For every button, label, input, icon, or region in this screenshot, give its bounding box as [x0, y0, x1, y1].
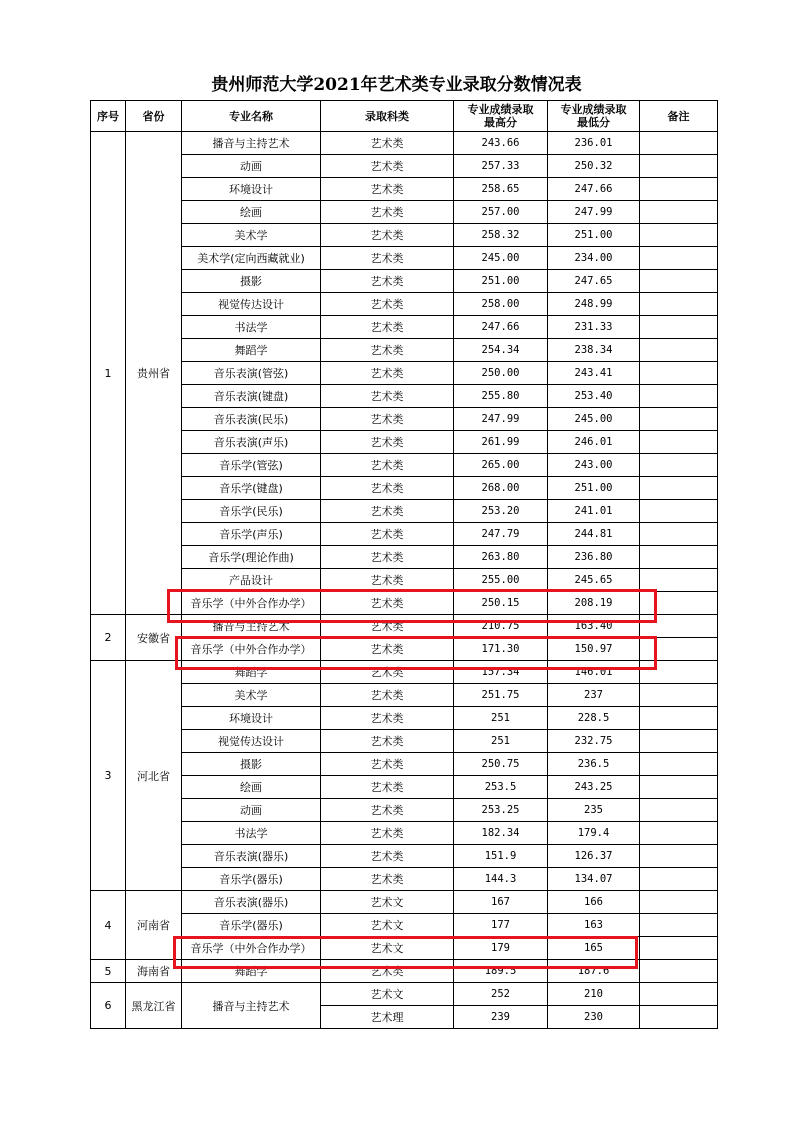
max-score-cell: 253.20	[454, 500, 548, 523]
province-cell: 贵州省	[126, 132, 182, 615]
major-cell: 播音与主持艺术	[182, 615, 321, 638]
max-score-cell: 250.15	[454, 592, 548, 615]
subject-cell: 艺术类	[321, 132, 454, 155]
header-note: 备注	[640, 101, 718, 132]
min-score-cell: 210	[548, 983, 640, 1006]
page-title: 贵州师范大学2021年艺术类专业录取分数情况表	[211, 75, 582, 95]
min-score-cell: 146.01	[548, 661, 640, 684]
header-major: 专业名称	[182, 101, 321, 132]
province-cell: 河南省	[126, 891, 182, 960]
major-cell: 视觉传达设计	[182, 730, 321, 753]
major-cell: 音乐学（中外合作办学）	[182, 592, 321, 615]
seq-cell: 2	[91, 615, 126, 661]
major-cell: 音乐表演(键盘)	[182, 385, 321, 408]
subject-cell: 艺术类	[321, 408, 454, 431]
subject-cell: 艺术文	[321, 891, 454, 914]
min-score-cell: 235	[548, 799, 640, 822]
seq-cell: 3	[91, 661, 126, 891]
table-row	[91, 454, 718, 477]
min-score-cell: 246.01	[548, 431, 640, 454]
subject-cell: 艺术类	[321, 523, 454, 546]
table-row	[91, 661, 718, 684]
min-score-cell: 165	[548, 937, 640, 960]
subject-cell: 艺术类	[321, 362, 454, 385]
min-score-cell: 179.4	[548, 822, 640, 845]
table-row	[91, 224, 718, 247]
table-row	[91, 477, 718, 500]
subject-cell: 艺术类	[321, 776, 454, 799]
major-cell: 摄影	[182, 753, 321, 776]
major-cell: 环境设计	[182, 178, 321, 201]
table-row	[91, 960, 718, 983]
major-cell: 美术学	[182, 684, 321, 707]
max-score-cell: 179	[454, 937, 548, 960]
subject-cell: 艺术类	[321, 385, 454, 408]
major-cell: 舞蹈学	[182, 339, 321, 362]
note-cell	[640, 454, 718, 477]
subject-cell: 艺术文	[321, 914, 454, 937]
major-cell: 播音与主持艺术	[182, 983, 321, 1029]
table-row	[91, 684, 718, 707]
header-min-line2: 最低分	[577, 116, 610, 129]
subject-cell: 艺术类	[321, 201, 454, 224]
note-cell	[640, 983, 718, 1006]
max-score-cell: 258.32	[454, 224, 548, 247]
subject-cell: 艺术文	[321, 937, 454, 960]
major-cell: 音乐表演(管弦)	[182, 362, 321, 385]
major-cell: 美术学(定向西藏就业)	[182, 247, 321, 270]
max-score-cell: 258.65	[454, 178, 548, 201]
table-row	[91, 891, 718, 914]
min-score-cell: 236.5	[548, 753, 640, 776]
note-cell	[640, 592, 718, 615]
note-cell	[640, 500, 718, 523]
note-cell	[640, 431, 718, 454]
major-cell: 美术学	[182, 224, 321, 247]
min-score-cell: 245.65	[548, 569, 640, 592]
note-cell	[640, 638, 718, 661]
header-min-score	[548, 101, 640, 132]
min-score-cell: 248.99	[548, 293, 640, 316]
max-score-cell: 257.00	[454, 201, 548, 224]
max-score-cell: 255.80	[454, 385, 548, 408]
min-score-cell: 150.97	[548, 638, 640, 661]
min-score-cell: 230	[548, 1006, 640, 1029]
min-score-cell: 126.37	[548, 845, 640, 868]
note-cell	[640, 155, 718, 178]
note-cell	[640, 730, 718, 753]
min-score-cell: 245.00	[548, 408, 640, 431]
max-score-cell: 250.00	[454, 362, 548, 385]
note-cell	[640, 569, 718, 592]
subject-cell: 艺术类	[321, 638, 454, 661]
subject-cell: 艺术类	[321, 592, 454, 615]
major-cell: 音乐学（中外合作办学）	[182, 937, 321, 960]
max-score-cell: 157.34	[454, 661, 548, 684]
max-score-cell: 265.00	[454, 454, 548, 477]
table-header-row	[91, 101, 718, 132]
note-cell	[640, 753, 718, 776]
header-province: 省份	[126, 101, 182, 132]
major-cell: 音乐学(器乐)	[182, 868, 321, 891]
note-cell	[640, 707, 718, 730]
header-max-score	[454, 101, 548, 132]
min-score-cell: 166	[548, 891, 640, 914]
subject-cell: 艺术类	[321, 753, 454, 776]
min-score-cell: 228.5	[548, 707, 640, 730]
table-row	[91, 201, 718, 224]
province-cell: 河北省	[126, 661, 182, 891]
max-score-cell: 251	[454, 707, 548, 730]
min-score-cell: 238.34	[548, 339, 640, 362]
major-cell: 音乐学（中外合作办学）	[182, 638, 321, 661]
table-row	[91, 730, 718, 753]
note-cell	[640, 132, 718, 155]
min-score-cell: 231.33	[548, 316, 640, 339]
note-cell	[640, 684, 718, 707]
max-score-cell: 251.00	[454, 270, 548, 293]
max-score-cell: 210.75	[454, 615, 548, 638]
min-score-cell: 247.66	[548, 178, 640, 201]
table-row	[91, 799, 718, 822]
max-score-cell: 189.5	[454, 960, 548, 983]
seq-cell: 1	[91, 132, 126, 615]
min-score-cell: 187.6	[548, 960, 640, 983]
min-score-cell: 232.75	[548, 730, 640, 753]
table-row	[91, 408, 718, 431]
subject-cell: 艺术类	[321, 500, 454, 523]
major-cell: 视觉传达设计	[182, 293, 321, 316]
subject-cell: 艺术文	[321, 983, 454, 1006]
max-score-cell: 251	[454, 730, 548, 753]
province-cell: 安徽省	[126, 615, 182, 661]
table-row	[91, 615, 718, 638]
note-cell	[640, 201, 718, 224]
min-score-cell: 208.19	[548, 592, 640, 615]
table-row	[91, 385, 718, 408]
major-cell: 舞蹈学	[182, 960, 321, 983]
max-score-cell: 144.3	[454, 868, 548, 891]
major-cell: 绘画	[182, 776, 321, 799]
max-score-cell: 253.25	[454, 799, 548, 822]
note-cell	[640, 247, 718, 270]
table-row	[91, 546, 718, 569]
major-cell: 绘画	[182, 201, 321, 224]
subject-cell: 艺术类	[321, 293, 454, 316]
note-cell	[640, 1006, 718, 1029]
table-row	[91, 592, 718, 615]
subject-cell: 艺术类	[321, 615, 454, 638]
note-cell	[640, 546, 718, 569]
table-row	[91, 155, 718, 178]
major-cell: 书法学	[182, 822, 321, 845]
table-row	[91, 845, 718, 868]
note-cell	[640, 868, 718, 891]
subject-cell: 艺术类	[321, 845, 454, 868]
subject-cell: 艺术类	[321, 270, 454, 293]
note-cell	[640, 937, 718, 960]
header-min-line1: 专业成绩录取	[560, 103, 627, 116]
note-cell	[640, 891, 718, 914]
major-cell: 环境设计	[182, 707, 321, 730]
seq-cell: 6	[91, 983, 126, 1029]
subject-cell: 艺术类	[321, 477, 454, 500]
table-row	[91, 914, 718, 937]
major-cell: 音乐学(器乐)	[182, 914, 321, 937]
subject-cell: 艺术类	[321, 224, 454, 247]
min-score-cell: 244.81	[548, 523, 640, 546]
major-cell: 音乐学(管弦)	[182, 454, 321, 477]
table-row	[91, 132, 718, 155]
subject-cell: 艺术类	[321, 684, 454, 707]
major-cell: 音乐学(键盘)	[182, 477, 321, 500]
table-row	[91, 822, 718, 845]
subject-cell: 艺术类	[321, 661, 454, 684]
subject-cell: 艺术类	[321, 454, 454, 477]
table-row	[91, 707, 718, 730]
min-score-cell: 251.00	[548, 224, 640, 247]
note-cell	[640, 960, 718, 983]
subject-cell: 艺术类	[321, 730, 454, 753]
subject-cell: 艺术类	[321, 431, 454, 454]
table-row	[91, 500, 718, 523]
max-score-cell: 257.33	[454, 155, 548, 178]
table-row	[91, 868, 718, 891]
note-cell	[640, 224, 718, 247]
subject-cell: 艺术类	[321, 247, 454, 270]
max-score-cell: 251.75	[454, 684, 548, 707]
note-cell	[640, 615, 718, 638]
note-cell	[640, 408, 718, 431]
max-score-cell: 268.00	[454, 477, 548, 500]
note-cell	[640, 914, 718, 937]
major-cell: 音乐表演(声乐)	[182, 431, 321, 454]
note-cell	[640, 845, 718, 868]
subject-cell: 艺术类	[321, 960, 454, 983]
subject-cell: 艺术理	[321, 1006, 454, 1029]
note-cell	[640, 270, 718, 293]
min-score-cell: 251.00	[548, 477, 640, 500]
subject-cell: 艺术类	[321, 339, 454, 362]
table-row	[91, 937, 718, 960]
max-score-cell: 167	[454, 891, 548, 914]
table-row	[91, 753, 718, 776]
max-score-cell: 254.34	[454, 339, 548, 362]
note-cell	[640, 293, 718, 316]
min-score-cell: 241.01	[548, 500, 640, 523]
min-score-cell: 250.32	[548, 155, 640, 178]
table-row	[91, 638, 718, 661]
max-score-cell: 253.5	[454, 776, 548, 799]
min-score-cell: 234.00	[548, 247, 640, 270]
header-max-line1: 专业成绩录取	[467, 103, 534, 116]
min-score-cell: 236.01	[548, 132, 640, 155]
max-score-cell: 247.66	[454, 316, 548, 339]
major-cell: 动画	[182, 799, 321, 822]
major-cell: 书法学	[182, 316, 321, 339]
table-row	[91, 339, 718, 362]
header-max-line2: 最高分	[484, 116, 517, 129]
subject-cell: 艺术类	[321, 569, 454, 592]
major-cell: 音乐学(民乐)	[182, 500, 321, 523]
header-subject: 录取科类	[321, 101, 454, 132]
major-cell: 音乐表演(器乐)	[182, 845, 321, 868]
table-row	[91, 247, 718, 270]
note-cell	[640, 776, 718, 799]
major-cell: 音乐表演(民乐)	[182, 408, 321, 431]
seq-cell: 5	[91, 960, 126, 983]
max-score-cell: 263.80	[454, 546, 548, 569]
major-cell: 舞蹈学	[182, 661, 321, 684]
major-cell: 摄影	[182, 270, 321, 293]
note-cell	[640, 385, 718, 408]
min-score-cell: 236.80	[548, 546, 640, 569]
note-cell	[640, 178, 718, 201]
max-score-cell: 247.99	[454, 408, 548, 431]
note-cell	[640, 477, 718, 500]
major-cell: 产品设计	[182, 569, 321, 592]
max-score-cell: 177	[454, 914, 548, 937]
table-row	[91, 270, 718, 293]
major-cell: 播音与主持艺术	[182, 132, 321, 155]
table-row	[91, 776, 718, 799]
subject-cell: 艺术类	[321, 822, 454, 845]
table-row	[91, 178, 718, 201]
max-score-cell: 182.34	[454, 822, 548, 845]
subject-cell: 艺术类	[321, 799, 454, 822]
table-row	[91, 362, 718, 385]
max-score-cell: 171.30	[454, 638, 548, 661]
max-score-cell: 252	[454, 983, 548, 1006]
table-row	[91, 316, 718, 339]
subject-cell: 艺术类	[321, 707, 454, 730]
table-row	[91, 523, 718, 546]
subject-cell: 艺术类	[321, 316, 454, 339]
max-score-cell: 258.00	[454, 293, 548, 316]
min-score-cell: 237	[548, 684, 640, 707]
header-seq: 序号	[91, 101, 126, 132]
province-cell: 海南省	[126, 960, 182, 983]
table-row	[91, 983, 718, 1006]
major-cell: 音乐学(声乐)	[182, 523, 321, 546]
min-score-cell: 163.40	[548, 615, 640, 638]
note-cell	[640, 339, 718, 362]
max-score-cell: 243.66	[454, 132, 548, 155]
max-score-cell: 261.99	[454, 431, 548, 454]
table-row	[91, 569, 718, 592]
note-cell	[640, 362, 718, 385]
major-cell: 动画	[182, 155, 321, 178]
seq-cell: 4	[91, 891, 126, 960]
min-score-cell: 134.07	[548, 868, 640, 891]
max-score-cell: 239	[454, 1006, 548, 1029]
subject-cell: 艺术类	[321, 178, 454, 201]
min-score-cell: 243.41	[548, 362, 640, 385]
max-score-cell: 245.00	[454, 247, 548, 270]
max-score-cell: 247.79	[454, 523, 548, 546]
min-score-cell: 253.40	[548, 385, 640, 408]
min-score-cell: 243.25	[548, 776, 640, 799]
major-cell: 音乐表演(器乐)	[182, 891, 321, 914]
note-cell	[640, 661, 718, 684]
table-row	[91, 293, 718, 316]
max-score-cell: 151.9	[454, 845, 548, 868]
major-cell: 音乐学(理论作曲)	[182, 546, 321, 569]
province-cell: 黑龙江省	[126, 983, 182, 1029]
note-cell	[640, 799, 718, 822]
table-row	[91, 431, 718, 454]
min-score-cell: 247.65	[548, 270, 640, 293]
min-score-cell: 163	[548, 914, 640, 937]
note-cell	[640, 822, 718, 845]
admission-score-table	[90, 100, 718, 1029]
note-cell	[640, 316, 718, 339]
max-score-cell: 255.00	[454, 569, 548, 592]
subject-cell: 艺术类	[321, 155, 454, 178]
subject-cell: 艺术类	[321, 546, 454, 569]
note-cell	[640, 523, 718, 546]
min-score-cell: 243.00	[548, 454, 640, 477]
subject-cell: 艺术类	[321, 868, 454, 891]
max-score-cell: 250.75	[454, 753, 548, 776]
min-score-cell: 247.99	[548, 201, 640, 224]
